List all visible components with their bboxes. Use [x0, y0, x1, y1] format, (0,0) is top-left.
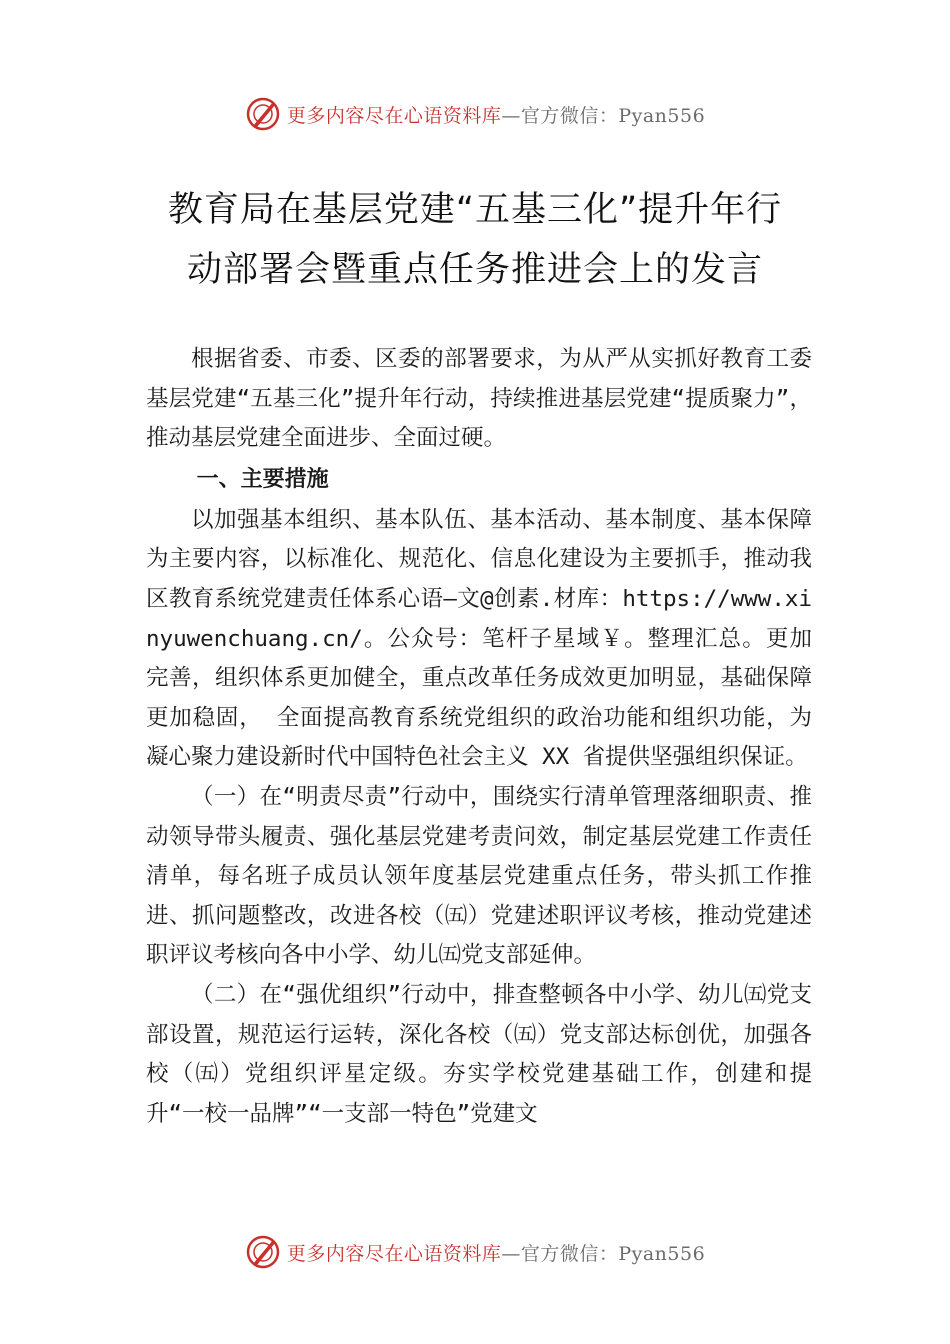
item-paragraph-2: （二）在“强优组织”行动中，排查整顿各中小学、幼儿㈤党支部设置，规范运行运转，深化各校（㈤）党支部达标创优，加强各校（㈤）党组织评星定级。夯实学校党建基础工作，创建和提升“一校一品牌”“一支部一特色”党建文 [146, 981, 812, 1127]
intro-paragraph: 根据省委、市委、区委的部署要求，为从严从实抓好教育工委基层党建“五基三化”提升年行动，持续推进基层党建“提质聚力”，推动基层党建全面进步、全面过硬。 [146, 346, 812, 452]
title-line-2: 动部署会暨重点任务推进会上的发言 [186, 250, 763, 290]
watermark-banner-bottom [0, 1232, 950, 1272]
watermark-banner-top [0, 94, 950, 134]
quill-logo-icon [245, 96, 281, 132]
document-title [0, 180, 950, 300]
watermark-text: 更多内容尽在心语资料库—官方微信：Pyan556 [286, 1242, 706, 1265]
title-line-1: 教育局在基层党建“五基三化”提升年行 [167, 190, 783, 230]
quill-logo-icon [245, 1234, 281, 1270]
watermark-text: 更多内容尽在心语资料库—官方微信：Pyan556 [286, 104, 706, 127]
section-paragraph: 以加强基本组织、基本队伍、基本活动、基本制度、基本保障为主要内容，以标准化、规范化、信息化建设为主要抓手，推动我区教育系统党建责任体系心语—文@创素.材库：https://www.xinyuwenchuang.cn/。公众号：笔杆子星域￥。整理汇总。更加完善，组织体系更加健全，重点改革任务成效更加明显，基础保障更加稳固， 全面提高教育系统党组织的政治功能和组织功能，为凝心聚力建设新时代中国特色社会主义 XX 省提供坚强组织保证。 [146, 506, 812, 771]
item-paragraph-1: （一）在“明责尽责”行动中，围绕实行清单管理落细职责、推动领导带头履责、强化基层党建考责问效，制定基层党建工作责任清单，每名班子成员认领年度基层党建重点任务，带头抓工作推进、抓问题整改，改进各校（㈤）党建述职评议考核，推动党建述职评议考核向各中小学、幼儿㈤党支部延伸。 [146, 783, 812, 969]
document-body [146, 340, 812, 1134]
section-heading: 一、主要措施 [196, 466, 329, 492]
